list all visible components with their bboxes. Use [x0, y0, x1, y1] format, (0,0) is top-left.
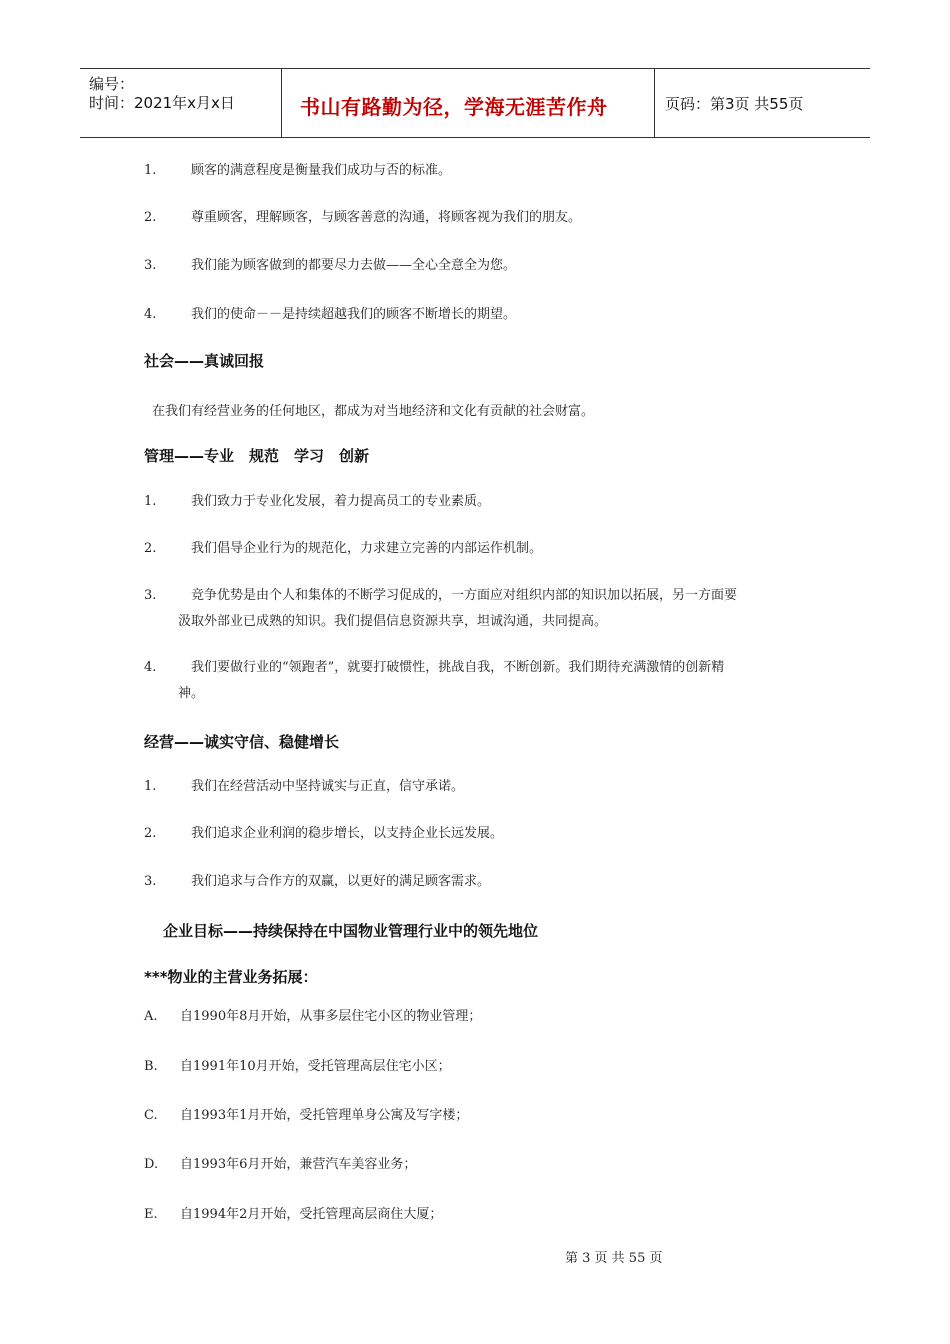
list-item-number: 4.: [144, 660, 157, 675]
list-item-number: 3.: [144, 588, 157, 603]
list-item-text: 自1993年1月开始，受托管理单身公寓及写字楼；: [180, 1108, 469, 1123]
section-heading-goal: 企业目标——持续保持在中国物业管理行业中的领先地位: [163, 922, 539, 940]
list-item-text: 我们追求企业利润的稳步增长，以支持企业长远发展。: [191, 826, 504, 841]
list-item-number: 2.: [144, 541, 157, 556]
list-item-text-line: 神。: [178, 686, 205, 701]
page-footer: 第 3 页 共 55 页: [565, 1251, 663, 1266]
header-page-cell: [655, 69, 870, 137]
society-paragraph: 在我们有经营业务的任何地区，都成为对当地经济和文化有贡献的社会财富。: [152, 404, 595, 419]
document-date-label: 时间：2021年x月x日: [89, 94, 235, 112]
list-item-text: 我们致力于专业化发展，着力提高员工的专业素质。: [191, 494, 491, 509]
section-heading-business: ***物业的主营业务拓展：: [144, 968, 318, 986]
list-item-text-line: 竞争优势是由个人和集体的不断学习促成的，一方面应对组织内部的知识加以拓展，另一方面要: [191, 588, 738, 603]
list-item-number: 2.: [144, 826, 157, 841]
list-item-number: A.: [144, 1009, 158, 1024]
header-page-info: 页码：第3页 共55页: [665, 95, 804, 113]
list-item-number: 4.: [144, 307, 157, 322]
list-item-number: 3.: [144, 258, 157, 273]
list-item-text: 尊重顾客，理解顾客，与顾客善意的沟通，将顾客视为我们的朋友。: [191, 210, 582, 225]
list-item-text: 我们的使命－－是持续超越我们的顾客不断增长的期望。: [191, 307, 517, 322]
list-item-number: C.: [144, 1108, 158, 1123]
list-item-text-line: 我们要做行业的“领跑者”，就要打破惯性，挑战自我，不断创新。我们期待充满激情的创新精: [191, 660, 725, 675]
list-item-number: 3.: [144, 874, 157, 889]
list-item-text: 我们追求与合作方的双赢，以更好的满足顾客需求。: [191, 874, 491, 889]
header-meta-cell: [80, 69, 280, 137]
list-item-text: 自1990年8月开始，从事多层住宅小区的物业管理；: [180, 1009, 482, 1024]
list-item-text: 我们在经营活动中坚持诚实与正直，信守承诺。: [191, 779, 465, 794]
list-item-number: D.: [144, 1157, 159, 1172]
header-motto: 书山有路勤为径，学海无涯苦作舟: [300, 95, 608, 119]
list-item-text-line: 汲取外部业已成熟的知识。我们提倡信息资源共享，坦诚沟通，共同提高。: [178, 614, 608, 629]
list-item-number: 1.: [144, 494, 157, 509]
list-item-number: B.: [144, 1059, 158, 1074]
list-item-text: 自1993年6月开始，兼营汽车美容业务；: [180, 1157, 417, 1172]
list-item-text: 顾客的满意程度是衡量我们成功与否的标准。: [191, 163, 452, 178]
list-item-number: E.: [144, 1207, 158, 1222]
list-item-number: 1.: [144, 163, 157, 178]
section-heading-operation: 经营——诚实守信、稳健增长: [144, 733, 340, 751]
document-number-label: 编号：: [89, 75, 135, 93]
page-header: [80, 68, 870, 138]
section-heading-management: 管理——专业 规范 学习 创新: [144, 447, 370, 465]
list-item-text: 我们能为顾客做到的都要尽力去做——全心全意全为您。: [191, 258, 517, 273]
section-heading-society: 社会——真诚回报: [144, 352, 265, 370]
list-item-text: 我们倡导企业行为的规范化，力求建立完善的内部运作机制。: [191, 541, 543, 556]
list-item-number: 2.: [144, 210, 157, 225]
list-item-text: 自1994年2月开始，受托管理高层商住大厦；: [180, 1207, 443, 1222]
list-item-text: 自1991年10月开始，受托管理高层住宅小区；: [180, 1059, 451, 1074]
header-motto-cell: [281, 69, 655, 137]
list-item-number: 1.: [144, 779, 157, 794]
